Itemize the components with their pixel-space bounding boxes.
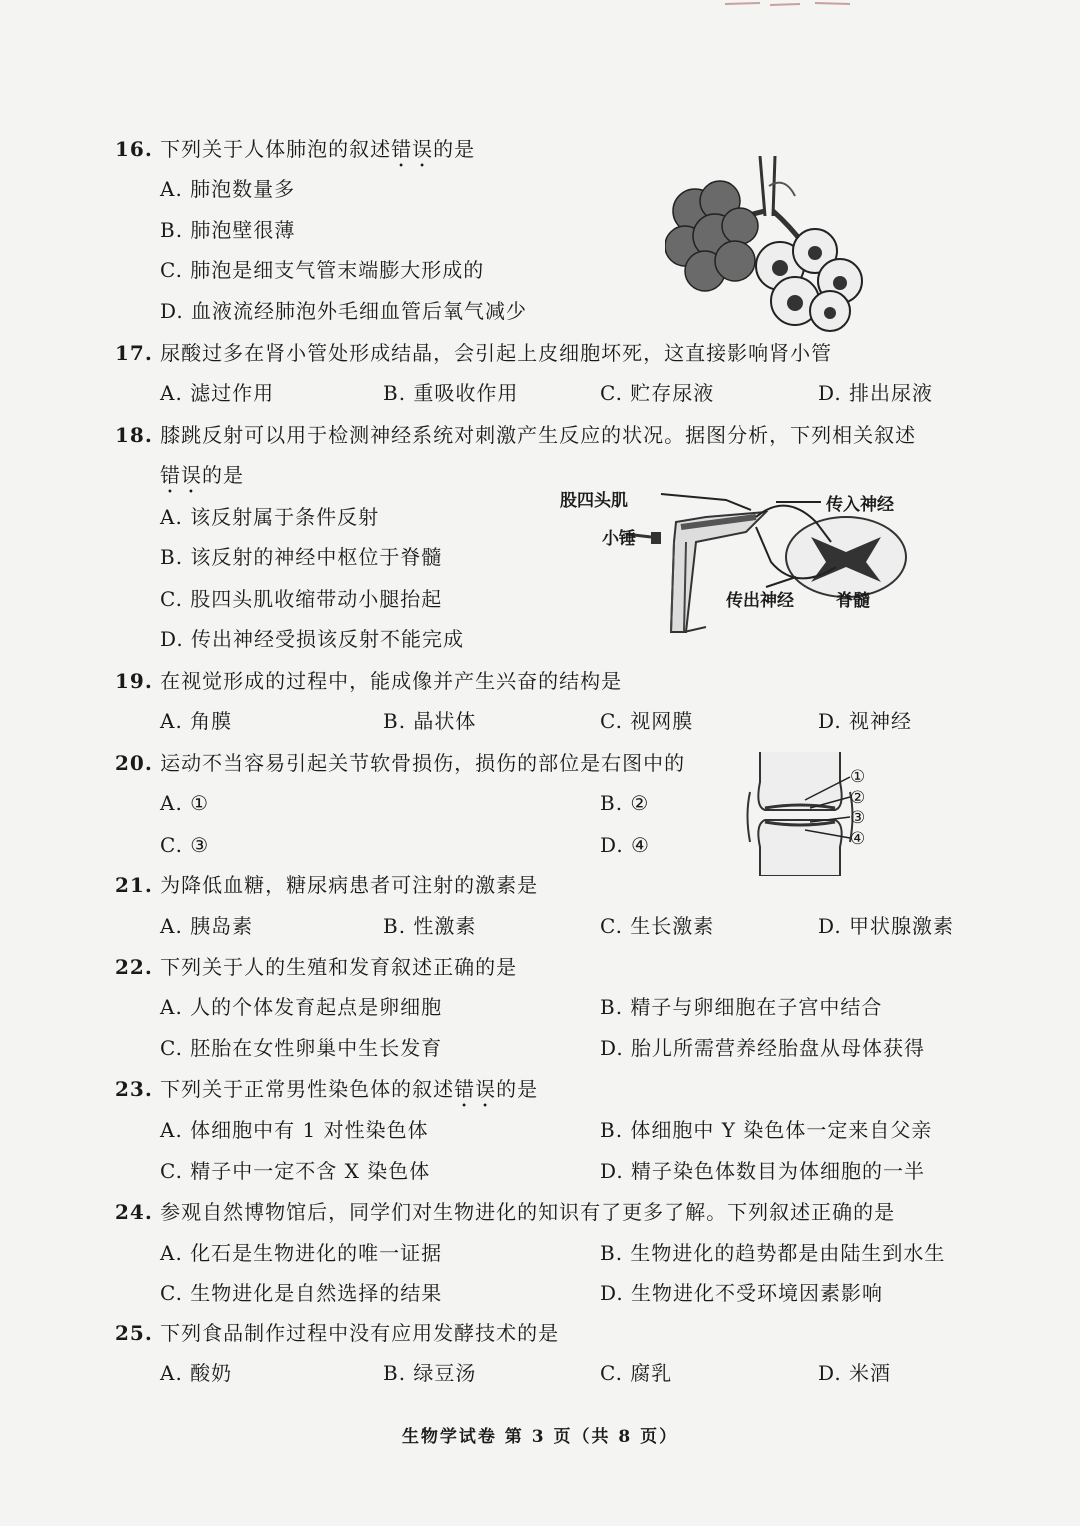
- q23-option-d[interactable]: D. 精子染色体数目为体细胞的一半: [600, 1159, 926, 1183]
- q21-option-a[interactable]: A. 胰岛素: [160, 914, 254, 938]
- question-25-stem: 25. 下列食品制作过程中没有应用发酵技术的是: [115, 1321, 560, 1345]
- label-spinal-cord: 脊髓: [836, 591, 870, 611]
- q16-option-b[interactable]: B. 肺泡壁很薄: [160, 218, 296, 242]
- q24-option-d[interactable]: D. 生物进化不受环境因素影响: [600, 1281, 884, 1305]
- question-18-stem-line1: 18. 膝跳反射可以用于检测神经系统对刺激产生反应的状况。据图分析，下列相关叙述: [115, 423, 917, 447]
- question-19-stem: 19. 在视觉形成的过程中，能成像并产生兴奋的结构是: [115, 669, 623, 693]
- q16-option-c[interactable]: C. 肺泡是细支气管末端膨大形成的: [160, 258, 485, 282]
- page-footer: 生物学试卷 第 3 页（共 8 页）: [401, 1427, 679, 1447]
- corner-scribble: [720, 0, 860, 8]
- label-efferent-nerve: 传出神经: [726, 591, 794, 611]
- q18-option-a[interactable]: A. 该反射属于条件反射: [160, 505, 380, 529]
- knee-reflex-figure: [556, 482, 916, 642]
- q25-option-b[interactable]: B. 绿豆汤: [383, 1361, 477, 1385]
- q21-option-d[interactable]: D. 甲状腺激素: [818, 914, 955, 938]
- question-16-stem: 16. 下列关于人体肺泡的叙述错误的是: [115, 137, 476, 161]
- q20-option-b[interactable]: B. ②: [600, 791, 650, 815]
- q24-option-a[interactable]: A. 化石是生物进化的唯一证据: [160, 1241, 443, 1265]
- q23-option-a[interactable]: A. 体细胞中有 1 对性染色体: [160, 1118, 429, 1142]
- q22-option-d[interactable]: D. 胎儿所需营养经胎盘从母体获得: [600, 1036, 926, 1060]
- joint-label-2: ②: [850, 788, 866, 808]
- q20-option-a[interactable]: A. ①: [160, 791, 210, 815]
- q22-option-a[interactable]: A. 人的个体发育起点是卵细胞: [160, 995, 443, 1019]
- q19-option-d[interactable]: D. 视神经: [818, 709, 913, 733]
- q18-option-b[interactable]: B. 该反射的神经中枢位于脊髓: [160, 545, 443, 569]
- q19-option-a[interactable]: A. 角膜: [160, 709, 233, 733]
- q18-option-c[interactable]: C. 股四头肌收缩带动小腿抬起: [160, 587, 443, 611]
- q18-option-d[interactable]: D. 传出神经受损该反射不能完成: [160, 627, 465, 651]
- q23-option-c[interactable]: C. 精子中一定不含 X 染色体: [160, 1159, 431, 1183]
- q25-option-a[interactable]: A. 酸奶: [160, 1361, 233, 1385]
- question-20-stem: 20. 运动不当容易引起关节软骨损伤，损伤的部位是右图中的: [115, 751, 686, 775]
- q16-option-d[interactable]: D. 血液流经肺泡外毛细血管后氧气减少: [160, 299, 528, 323]
- q17-option-d[interactable]: D. 排出尿液: [818, 381, 934, 405]
- q24-option-b[interactable]: B. 生物进化的趋势都是由陆生到水生: [600, 1241, 946, 1265]
- joint-label-4: ④: [850, 829, 866, 849]
- q17-option-b[interactable]: B. 重吸收作用: [383, 381, 519, 405]
- joint-label-1: ①: [850, 767, 866, 787]
- joint-figure: [740, 752, 880, 876]
- q23-option-b[interactable]: B. 体细胞中 Y 染色体一定来自父亲: [600, 1118, 933, 1142]
- question-21-stem: 21. 为降低血糖，糖尿病患者可注射的激素是: [115, 873, 539, 897]
- q22-option-c[interactable]: C. 胚胎在女性卵巢中生长发育: [160, 1036, 443, 1060]
- q16-option-a[interactable]: A. 肺泡数量多: [160, 177, 296, 201]
- q17-option-a[interactable]: A. 滤过作用: [160, 381, 275, 405]
- q21-option-c[interactable]: C. 生长激素: [600, 914, 715, 938]
- q22-option-b[interactable]: B. 精子与卵细胞在子宫中结合: [600, 995, 883, 1019]
- q24-option-c[interactable]: C. 生物进化是自然选择的结果: [160, 1281, 443, 1305]
- label-afferent-nerve: 传入神经: [826, 495, 894, 515]
- label-quadriceps: 股四头肌: [560, 491, 628, 511]
- q19-option-b[interactable]: B. 晶状体: [383, 709, 477, 733]
- question-17-stem: 17. 尿酸过多在肾小管处形成结晶，会引起上皮细胞坏死，这直接影响肾小管: [115, 341, 833, 365]
- question-22-stem: 22. 下列关于人的生殖和发育叙述正确的是: [115, 955, 518, 979]
- question-18-stem-line2: 错误的是: [160, 463, 244, 487]
- q25-option-d[interactable]: D. 米酒: [818, 1361, 892, 1385]
- q20-option-d[interactable]: D. ④: [600, 833, 650, 857]
- q25-option-c[interactable]: C. 腐乳: [600, 1361, 673, 1385]
- q20-option-c[interactable]: C. ③: [160, 833, 210, 857]
- joint-label-3: ③: [850, 808, 866, 828]
- question-23-stem: 23. 下列关于正常男性染色体的叙述错误的是: [115, 1077, 539, 1101]
- q17-option-c[interactable]: C. 贮存尿液: [600, 381, 715, 405]
- question-24-stem: 24. 参观自然博物馆后，同学们对生物进化的知识有了更多了解。下列叙述正确的是: [115, 1200, 896, 1224]
- label-hammer: 小锤: [602, 529, 636, 549]
- alveoli-figure: [665, 156, 865, 336]
- q21-option-b[interactable]: B. 性激素: [383, 914, 477, 938]
- q19-option-c[interactable]: C. 视网膜: [600, 709, 694, 733]
